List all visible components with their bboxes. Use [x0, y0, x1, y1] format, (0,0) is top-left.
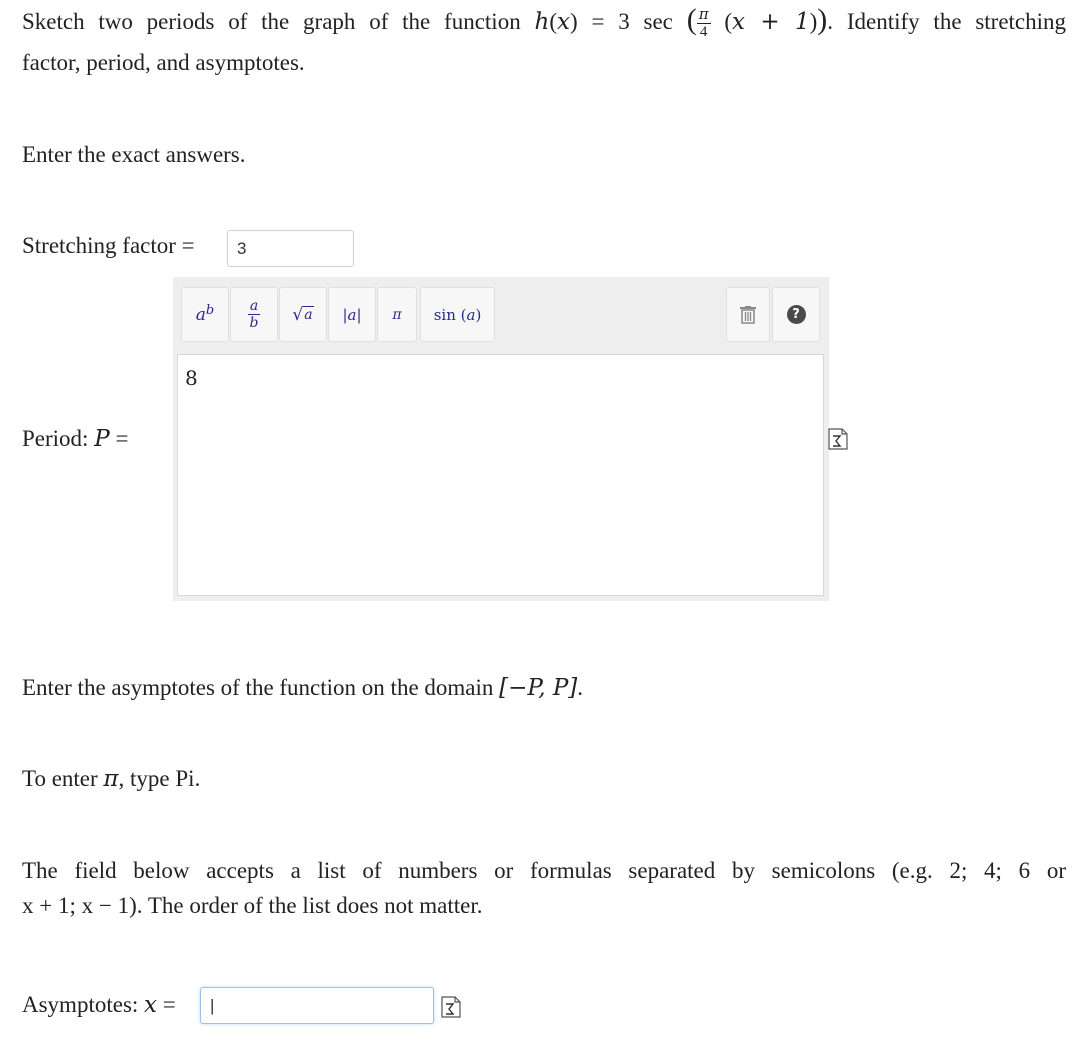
exact-answers-prompt: Enter the exact answers.	[22, 142, 246, 167]
fraction-button[interactable]: $\frac{a}{b}$	[230, 287, 278, 342]
sin-button[interactable]: sin ( a )	[420, 287, 495, 342]
stretch-input[interactable]: 3	[227, 230, 354, 267]
absolute-value-button[interactable]: | a |	[328, 287, 376, 342]
pi-button[interactable]: π	[377, 287, 417, 342]
stretch-label: Stretching factor =	[22, 233, 195, 258]
formula-preview-icon-2[interactable]	[441, 996, 461, 1018]
question-intro: Sketch two periods of the graph of the function	[22, 9, 521, 34]
asymptotes-label: Asymptotes: x =	[22, 992, 176, 1018]
function-trig: sec	[643, 9, 673, 34]
question-line-1: Sketch two periods of the graph of the function h(x) = 3 sec ( $\frac{\pi}{4}$ (x + 1)). Identify the stretching	[22, 3, 1067, 41]
power-button[interactable]: a $^b$	[181, 287, 229, 342]
function-coef: 3	[618, 9, 630, 34]
trash-icon[interactable]	[726, 287, 770, 342]
function-name: h	[534, 9, 550, 35]
period-input[interactable]: 8	[177, 354, 824, 596]
sqrt-button[interactable]: √ a	[279, 287, 327, 342]
pi-hint: To enter π, type Pi.	[22, 766, 201, 792]
domain-interval: [−P, P]	[499, 675, 578, 701]
help-icon[interactable]: ?	[772, 287, 820, 342]
question-line-2: factor, period, and asymptotes.	[22, 50, 305, 75]
question-trail: . Identify the stretching	[827, 9, 1067, 34]
asymptotes-input[interactable]: |	[200, 987, 434, 1024]
period-label: Period: P =	[22, 426, 129, 452]
asymptote-prompt: Enter the asymptotes of the function on the domain [−P, P].	[22, 675, 584, 701]
formula-preview-icon[interactable]	[828, 428, 848, 450]
function-arg: x + 1	[732, 9, 810, 35]
function-var: x	[557, 9, 570, 35]
math-editor	[173, 277, 829, 601]
list-hint-line-1: The field below accepts a list of numbers or formulas separated by semicolons (e.g. 2; 4; 6 or	[22, 858, 1066, 883]
list-hint-line-2: x + 1; x − 1). The order of the list does not matter.	[22, 893, 483, 918]
function-fraction: $\frac{\pi}{4}$	[698, 5, 709, 41]
